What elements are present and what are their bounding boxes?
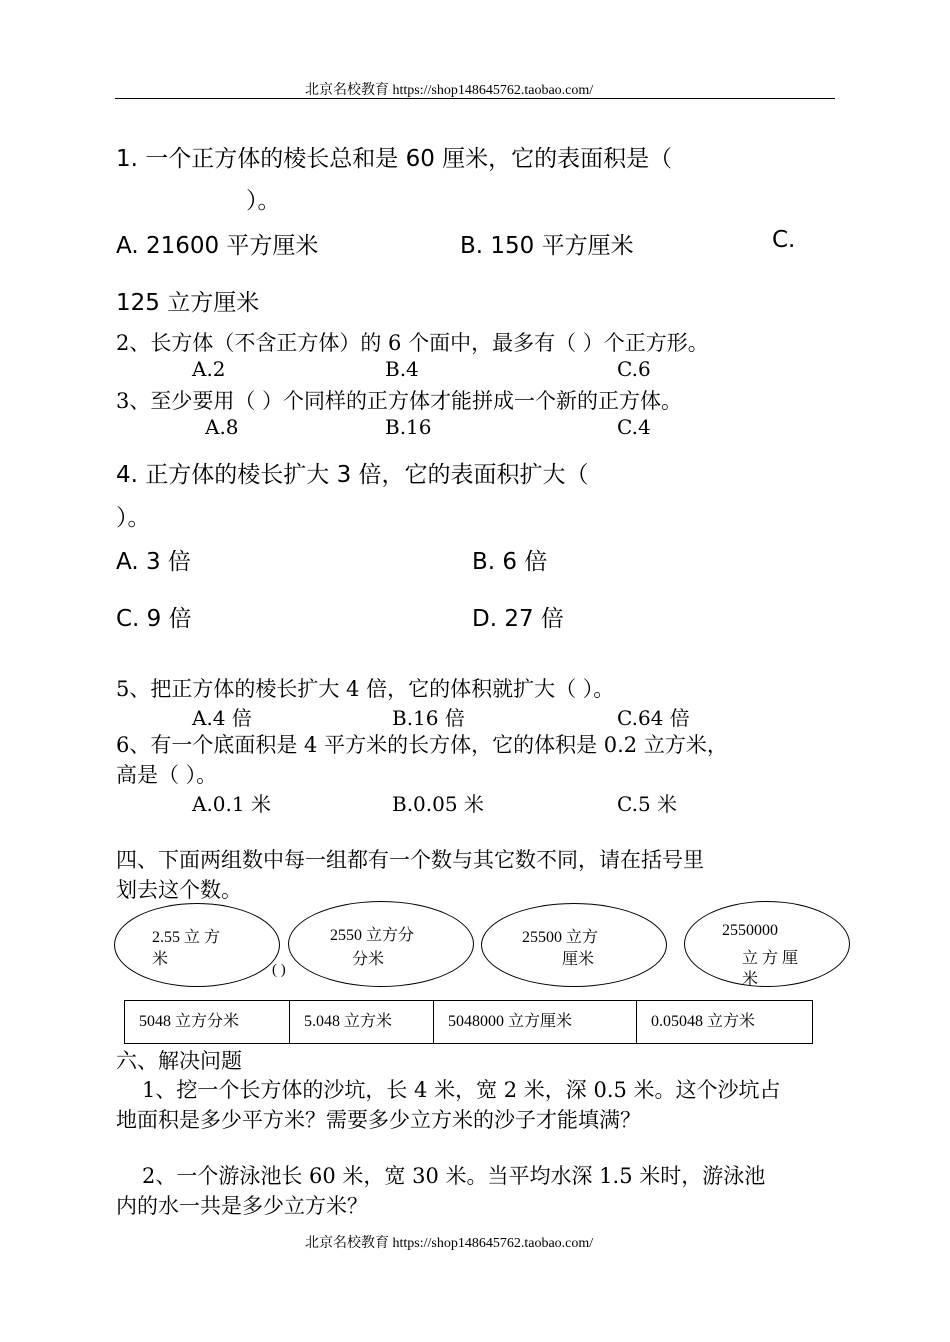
q4-option-b: B. 6 倍 [472, 549, 548, 575]
q5-option-b: B.16 倍 [392, 706, 465, 730]
problem2-line1: 2、一个游泳池长 60 米，宽 30 米。当平均水深 1.5 米时，游泳池 [142, 1164, 766, 1188]
q1-option-c-label: C. [772, 227, 796, 253]
oval-1-line2: 米 [152, 951, 169, 968]
q1-option-b: B. 150 平方厘米 [460, 233, 634, 259]
q2-stem: 2、长方体（不含正方体）的 6 个面中，最多有（ ）个正方形。 [116, 331, 709, 355]
q5-option-c: C.64 倍 [617, 706, 690, 730]
oval-choice-4[interactable] [684, 901, 850, 987]
page-footer: 北京名校教育 https://shop148645762.taobao.com/ [305, 1236, 594, 1251]
oval-4-line2: 立 方 厘 [742, 950, 799, 967]
oval-1-line1: 2.55 立 方 [152, 929, 221, 946]
oval-2-line1: 2550 立方分 [330, 927, 415, 944]
oval-4-line1: 2550000 [722, 922, 778, 939]
oval-3-line2: 厘米 [562, 951, 595, 968]
q4-stem-end: ）。 [116, 505, 151, 531]
q4-stem: 4. 正方体的棱长扩大 3 倍，它的表面积扩大（ [116, 462, 589, 488]
q5-option-a: A.4 倍 [192, 706, 252, 730]
oval-4-line3: 米 [742, 971, 759, 988]
q6-option-a: A.0.1 米 [192, 792, 271, 816]
q6-stem-line1: 6、有一个底面积是 4 平方米的长方体，它的体积是 0.2 立方米， [116, 733, 728, 757]
problem1-line2: 地面积是多少平方米？需要多少立方米的沙子才能填满？ [116, 1108, 641, 1132]
q3-option-b: B.16 [385, 415, 432, 439]
q1-stem-end: ）。 [246, 188, 281, 214]
page-header: 北京名校教育 https://shop148645762.taobao.com/ [305, 83, 594, 98]
q3-option-a: A.8 [205, 415, 239, 439]
q3-stem: 3、至少要用（ ）个同样的正方体才能拼成一个新的正方体。 [116, 389, 683, 413]
q4-option-d: D. 27 倍 [472, 606, 564, 632]
table-cell-2[interactable]: 5.048 立方米 [290, 1001, 434, 1044]
q4-option-c: C. 9 倍 [116, 606, 192, 632]
q2-option-a: A.2 [192, 357, 226, 381]
table-cell-3[interactable]: 5048000 立方厘米 [434, 1001, 637, 1044]
problem1-line1: 1、挖一个长方体的沙坑，长 4 米，宽 2 米，深 0.5 米。这个沙坑占 [142, 1078, 781, 1102]
q1-option-c-text: 125 立方厘米 [116, 290, 260, 316]
answer-paren: ( ) [272, 962, 286, 978]
section4-title-line1: 四、下面两组数中每一组都有一个数与其它数不同，请在括号里 [116, 848, 704, 872]
q6-stem-line2: 高是（ ）。 [116, 763, 218, 787]
section6-title: 六、解决问题 [116, 1049, 242, 1073]
q4-option-a: A. 3 倍 [116, 549, 191, 575]
q6-option-b: B.0.05 米 [392, 792, 484, 816]
q2-option-c: C.6 [617, 357, 651, 381]
table-cell-1[interactable]: 5048 立方分米 [125, 1001, 290, 1044]
q5-stem: 5、把正方体的棱长扩大 4 倍，它的体积就扩大（ ）。 [116, 677, 615, 701]
table-cell-4[interactable]: 0.05048 立方米 [637, 1001, 813, 1044]
problem2-line2: 内的水一共是多少立方米？ [116, 1194, 368, 1218]
q6-option-c: C.5 米 [617, 792, 678, 816]
units-table [124, 1000, 813, 1044]
section4-title-line2: 划去这个数。 [116, 878, 242, 902]
header-rule [115, 98, 835, 99]
oval-2-line2: 分米 [352, 951, 385, 968]
q2-option-b: B.4 [385, 357, 419, 381]
q1-option-a: A. 21600 平方厘米 [116, 233, 319, 259]
q1-stem: 1. 一个正方体的棱长总和是 60 厘米，它的表面积是（ [116, 146, 673, 172]
oval-3-line1: 25500 立方 [522, 929, 599, 946]
table-row [125, 1001, 813, 1044]
q3-option-c: C.4 [617, 415, 651, 439]
